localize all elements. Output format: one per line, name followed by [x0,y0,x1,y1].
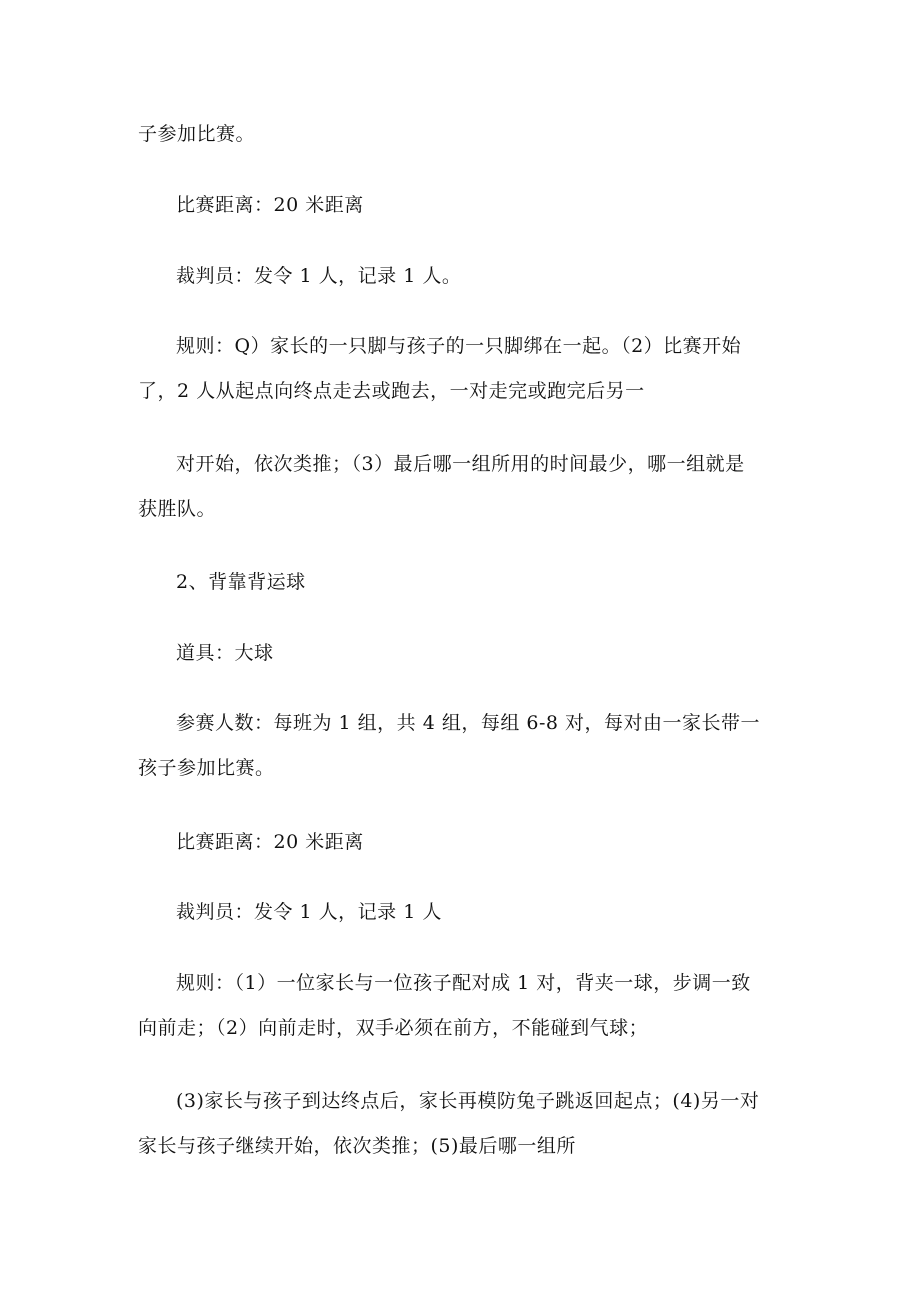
text-line: 家长与孩子继续开始，依次类推；(5)最后哪一组所 [138,1135,576,1157]
text-line: 比赛距离：20 米距离 [176,194,364,216]
paragraph-props [138,631,788,676]
text-line: 2、背靠背运球 [176,571,306,593]
text-line: 参赛人数：每班为 1 组，共 4 组，每组 6-8 对，每对由一家长带一 [176,712,761,734]
paragraph-referees-2 [138,890,788,935]
paragraph-rules-1-cont [138,442,788,532]
text-line: 比赛距离：20 米距离 [176,831,364,853]
text-line: (3)家长与孩子到达终点后，家长再模防兔子跳返回起点；(4)另一对 [176,1090,760,1112]
text-line: 孩子参加比赛。 [138,757,275,779]
paragraph-race-distance-1 [138,183,788,228]
paragraph-continuation [138,112,788,157]
paragraph-rules-2 [138,961,788,1051]
paragraph-race-distance-2 [138,820,788,865]
text-line: 子参加比赛。 [138,123,256,145]
text-line: 了，2 人从起点向终点走去或跑去，一对走完或跑完后另一 [138,380,645,402]
text-line: 裁判员：发令 1 人，记录 1 人 [176,901,442,923]
section-heading-back-to-back [138,560,788,605]
text-line: 对开始，依次类推；（3）最后哪一组所用的时间最少，哪一组就是 [176,453,745,475]
paragraph-rules-1 [138,324,788,414]
paragraph-referees-1 [138,254,788,299]
text-line: 规则：（1）一位家长与一位孩子配对成 1 对，背夹一球，步调一致 [176,972,751,994]
paragraph-rules-2-cont [138,1079,788,1169]
text-line: 裁判员：发令 1 人，记录 1 人。 [176,265,462,287]
text-line: 规则：Q）家长的一只脚与孩子的一只脚绑在一起。（2）比赛开始 [176,335,742,357]
text-line: 向前走；（2）向前走时，双手必须在前方，不能碰到气球； [138,1017,649,1039]
text-line: 道具：大球 [176,642,274,664]
paragraph-participants [138,701,788,791]
text-line: 获胜队。 [138,498,217,520]
